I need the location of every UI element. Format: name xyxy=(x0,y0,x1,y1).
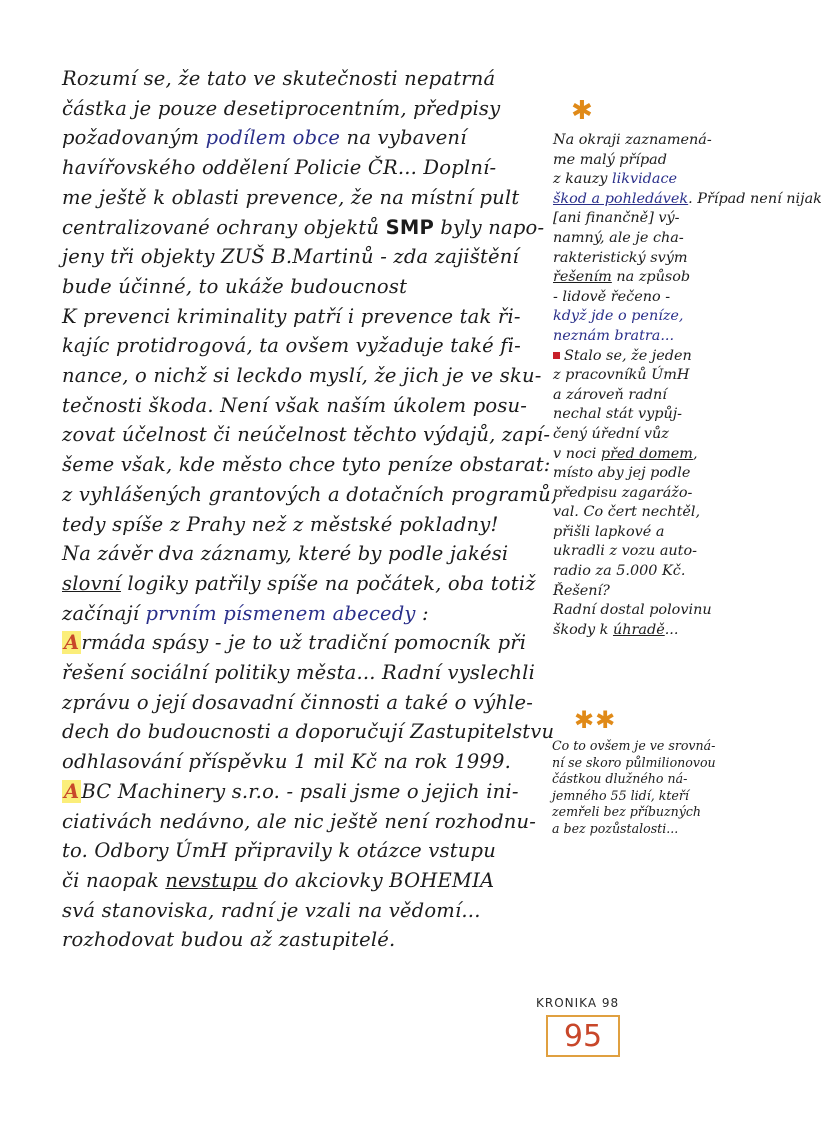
note-line: místo aby jej podle xyxy=(553,465,691,482)
note-line: a bez pozůstalosti... xyxy=(552,820,679,836)
smp-abbreviation: SMP xyxy=(385,215,434,239)
text-line: požadovaným podílem obce na vybavení xyxy=(62,126,467,150)
text-line: havířovského oddělení Policie ČR... Doplní- xyxy=(62,156,497,180)
text-line: začínají prvním písmenem abecedy : xyxy=(62,601,429,625)
note-line: Co to ovšem je ve srovná- xyxy=(552,738,716,753)
text-line: zprávu o její dosavadní činnosti a také o výhle- xyxy=(62,690,534,714)
red-square-bullet-icon xyxy=(553,352,560,359)
asterisk-mark-1: ✱ xyxy=(571,96,593,126)
note-line: neznám bratra... xyxy=(553,327,675,344)
note-line: a zároveň radní xyxy=(553,386,667,403)
note-line: zemřeli bez příbuzných xyxy=(552,804,702,820)
text-line: odhlasování příspěvku 1 mil Kč na rok 1999. xyxy=(62,750,512,774)
note-line: me malý případ xyxy=(553,151,667,168)
note-line: Řešení? xyxy=(553,582,610,599)
note-line: [ani finančně] vý- xyxy=(553,210,680,227)
main-text xyxy=(62,64,558,955)
note-line: z kauzy likvidace xyxy=(553,171,678,188)
text-line: centralizované ochrany objektů SMP byly napo- xyxy=(62,215,545,239)
note-line: v noci před domem, xyxy=(553,445,698,462)
text-line: tedy spíše z Prahy než z městské pokladny! xyxy=(62,512,499,536)
text-line: me ještě k oblasti prevence, že na místní pult xyxy=(62,185,520,209)
note-line: Radní dostal polovinu xyxy=(553,602,712,619)
initial-letter: A xyxy=(64,631,80,655)
note-line: když jde o peníze, xyxy=(553,308,684,325)
text-line: zovat účelnost či neúčelnost těchto výdajů, zapí- xyxy=(62,423,551,447)
note-line: ní se skoro půlmilionovou xyxy=(552,754,716,770)
text-line: dech do budoucnosti a doporučují Zastupitelstvu xyxy=(62,720,555,744)
note-line: částkou dlužného ná- xyxy=(552,771,688,787)
note-line: val. Co čert nechtěl, xyxy=(553,504,701,521)
text-line: kajíc protidrogová, ta ovšem vyžaduje také fi- xyxy=(62,334,521,358)
note-line: Stalo se, že jeden xyxy=(553,347,753,367)
underlined-word: úhradě xyxy=(612,621,665,638)
text-line: A BC Machinery s.r.o. - psali jsme o jejich ini- xyxy=(64,779,519,803)
text-line: rozhodovat budou až zastupitelé. xyxy=(62,928,396,952)
underlined-word: nevstupu xyxy=(165,868,258,892)
note-line: čený úřední vůz xyxy=(553,425,669,442)
text-line: řešení sociální politiky města... Radní vyslechli xyxy=(62,661,536,685)
text-line: šeme však, kde město chce tyto peníze obstarat: xyxy=(62,453,551,477)
page-number: 95 xyxy=(546,1015,620,1057)
note-line: řešením na způsob xyxy=(553,269,691,286)
text-line: slovní logiky patřily spíše na počátek, oba totiž xyxy=(62,571,536,595)
note-line: namný, ale je cha- xyxy=(553,229,684,246)
text-line: jeny tři objekty ZUŠ B.Martinů - zda zajištění xyxy=(62,245,519,269)
text-line: částka je pouze desetiprocentním, předpisy xyxy=(62,96,501,120)
underlined-word: řešením xyxy=(553,269,612,286)
text-line: K prevenci kriminality patří i prevence tak ři- xyxy=(62,304,521,328)
initial-letter: A xyxy=(64,779,80,803)
note-line: rakteristický svým xyxy=(553,249,688,266)
underlined-word: před domem xyxy=(600,445,693,462)
highlighted-phrase: škod a pohledávek xyxy=(553,190,689,207)
note-line: radio za 5.000 Kč. xyxy=(553,563,686,580)
chronicle-label: KRONIKA 98 xyxy=(536,996,620,1010)
note-line: předpisu zagarážo- xyxy=(553,484,693,501)
asterisk-mark-2: ✱✱ xyxy=(574,706,617,734)
note-line: z pracovníků ÚmH xyxy=(553,367,690,384)
note-line: nechal stát vypůj- xyxy=(553,406,683,423)
text-line: Na závěr dva záznamy, které by podle jakési xyxy=(62,542,509,566)
text-line: tečnosti škoda. Není však naším úkolem posu- xyxy=(62,393,528,417)
text-line: A rmáda spásy - je to už tradiční pomocník při xyxy=(64,631,527,655)
note-line: jemného 55 lidí, kteří xyxy=(552,787,689,803)
note-line: ukradli z vozu auto- xyxy=(553,543,697,560)
side-note-2 xyxy=(552,738,752,838)
text-line: ciativách nedávno, ale nic ještě není rozhodnu- xyxy=(62,809,537,833)
note-line: škody k úhradě... xyxy=(553,621,679,638)
note-line: škod a pohledávek. Případ není nijak xyxy=(553,190,822,207)
text-line: Rozumí se, že tato ve skutečnosti nepatrná xyxy=(62,67,496,90)
text-line: nance, o nichž si leckdo myslí, že jich je ve sku- xyxy=(62,364,542,388)
text-line: bude účinné, to ukáže budoucnost xyxy=(62,274,408,298)
text-line: či naopak nevstupu do akciovky BOHEMIA xyxy=(62,868,495,892)
note-line: přišli lapkové a xyxy=(553,523,665,540)
note-line: - lidově řečeno - xyxy=(553,288,671,305)
text-line: svá stanoviska, radní je vzali na vědomí... xyxy=(62,898,481,922)
text-line: z vyhlášených grantových a dotačních programů, xyxy=(62,482,558,506)
underlined-word: slovní xyxy=(62,571,121,595)
text-line: to. Odbory ÚmH připravily k otázce vstupu xyxy=(62,839,496,863)
highlighted-phrase: podílem obce xyxy=(205,126,341,150)
highlighted-phrase: prvním písmenem abecedy xyxy=(145,601,416,625)
side-note-1 xyxy=(553,131,822,640)
note-line: Na okraji zaznamená- xyxy=(553,132,712,148)
highlighted-phrase: likvidace xyxy=(612,171,678,188)
